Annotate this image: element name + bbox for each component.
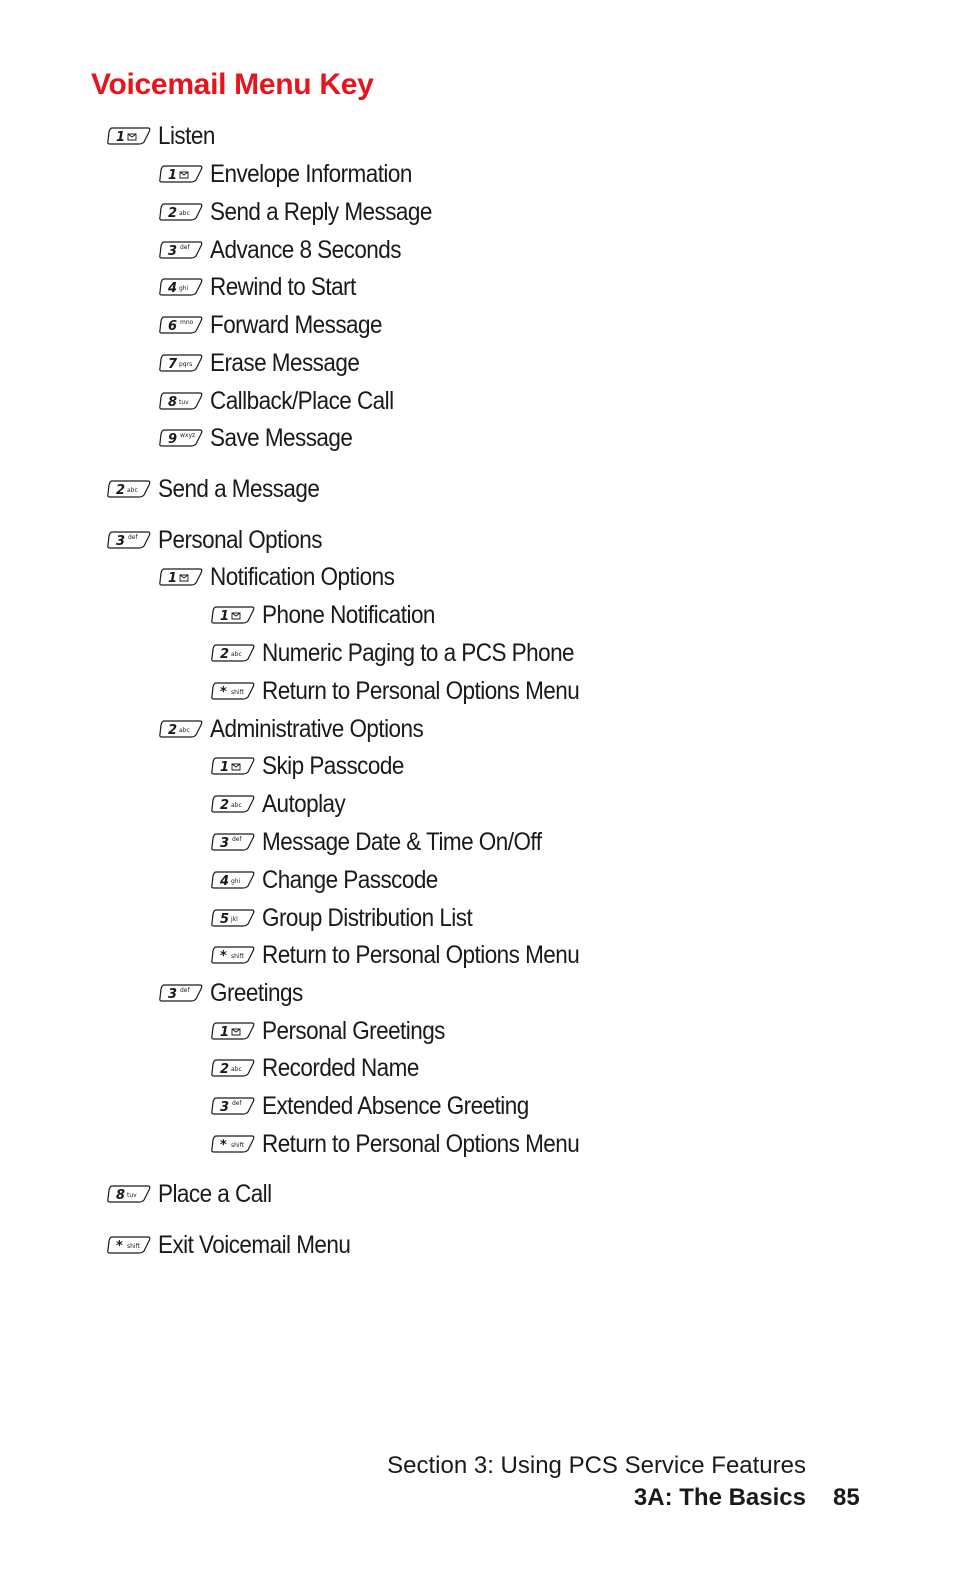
svg-text:2: 2 (116, 483, 126, 498)
svg-text:3: 3 (220, 1100, 230, 1115)
svg-text:3: 3 (168, 244, 178, 259)
menu-item-erase-message: 7 pqrs Erase Message (158, 346, 376, 380)
menu-item-personal-options: 3 def Personal Options (106, 523, 340, 557)
key-8-icon (106, 1184, 152, 1204)
svg-text:8: 8 (116, 1188, 126, 1203)
svg-text:abc: abc (179, 210, 190, 217)
svg-text:*: * (220, 685, 227, 700)
key-3-icon (210, 1096, 256, 1116)
key-2-icon (158, 202, 204, 222)
svg-text:1: 1 (116, 130, 126, 145)
svg-text:abc: abc (231, 802, 242, 809)
key-3-icon (158, 983, 204, 1003)
svg-text:shift: shift (231, 953, 244, 960)
key-4-icon (158, 277, 204, 297)
svg-text:shift: shift (231, 1142, 244, 1149)
svg-text:9: 9 (168, 432, 178, 447)
key-1-icon (210, 605, 256, 625)
svg-text:8: 8 (168, 395, 178, 410)
menu-item-autoplay: 2 abc Autoplay (210, 787, 355, 821)
menu-item-callback-place-call: 8 tuv Callback/Place Call (158, 384, 414, 418)
key-8-icon (158, 391, 204, 411)
key-3-icon (158, 240, 204, 260)
svg-text:2: 2 (220, 1062, 230, 1077)
svg-text:*: * (220, 1138, 227, 1153)
svg-text:3: 3 (220, 836, 230, 851)
svg-text:6: 6 (168, 319, 178, 334)
menu-item-change-passcode: 4 ghi Change Passcode (210, 863, 457, 897)
key-star-icon (210, 681, 256, 701)
svg-text:def: def (180, 987, 190, 994)
menu-item-group-distribution-list: 5 jkl Group Distribution List (210, 901, 496, 935)
svg-text:wxyz: wxyz (180, 432, 196, 439)
key-4-icon (210, 870, 256, 890)
key-3-icon (210, 832, 256, 852)
svg-text:7: 7 (168, 357, 178, 372)
menu-item-administrative-options: 2 abc Administrative Options (158, 712, 447, 746)
key-1-icon (158, 164, 204, 184)
svg-text:abc: abc (231, 651, 242, 658)
key-1-icon (106, 126, 152, 146)
key-star-icon (106, 1235, 152, 1255)
menu-item-place-a-call: 8 tuv Place a Call (106, 1177, 284, 1211)
menu-item-send-a-message: 2 abc Send a Message (106, 472, 337, 506)
svg-text:def: def (232, 836, 242, 843)
svg-text:def: def (180, 244, 190, 251)
menu-item-return-personal-options: * shift Return to Personal Options Menu (210, 1127, 614, 1161)
svg-text:abc: abc (231, 1066, 242, 1073)
svg-text:ghi: ghi (179, 285, 189, 292)
key-2-icon (210, 794, 256, 814)
menu-item-rewind-to-start: 4 ghi Rewind to Start (158, 270, 372, 304)
svg-text:4: 4 (168, 281, 178, 296)
svg-text:tuv: tuv (179, 399, 189, 406)
svg-text:1: 1 (168, 168, 178, 183)
menu-item-return-personal-options: * shift Return to Personal Options Menu (210, 674, 614, 708)
svg-text:jkl: jkl (231, 916, 238, 923)
svg-text:1: 1 (220, 609, 230, 624)
key-2-icon (158, 719, 204, 739)
menu-item-notification-options: 1 Notification Options (158, 560, 415, 594)
key-6-icon (158, 315, 204, 335)
menu-item-recorded-name: 2 abc Recorded Name (210, 1051, 436, 1085)
svg-text:1: 1 (220, 1025, 230, 1040)
svg-text:*: * (220, 949, 227, 964)
svg-text:3: 3 (168, 987, 178, 1002)
svg-text:2: 2 (220, 798, 230, 813)
key-2-icon (106, 479, 152, 499)
key-1-icon (158, 567, 204, 587)
menu-item-send-reply: 2 abc Send a Reply Message (158, 195, 456, 229)
page-number: 85 (833, 1484, 860, 1511)
svg-text:mno: mno (180, 319, 194, 326)
menu-item-personal-greetings: 1 Personal Greetings (210, 1014, 465, 1048)
key-9-icon (158, 428, 204, 448)
svg-text:abc: abc (179, 727, 190, 734)
svg-text:*: * (116, 1239, 123, 1254)
key-star-icon (210, 945, 256, 965)
key-5-icon (210, 908, 256, 928)
menu-item-numeric-paging: 2 abc Numeric Paging to a PCS Phone (210, 636, 609, 670)
footer-section-title: Section 3: Using PCS Service Features (387, 1452, 806, 1479)
key-7-icon (158, 353, 204, 373)
menu-item-return-personal-options: * shift Return to Personal Options Menu (210, 938, 614, 972)
menu-item-skip-passcode: 1 Skip Passcode (210, 749, 420, 783)
svg-text:2: 2 (168, 206, 178, 221)
svg-text:1: 1 (220, 760, 230, 775)
menu-item-listen: 1 Listen (106, 119, 221, 153)
page-title: Voicemail Menu Key (91, 68, 374, 101)
menu-item-message-date-time: 3 def Message Date & Time On/Off (210, 825, 572, 859)
menu-item-greetings: 3 def Greetings (158, 976, 313, 1010)
svg-text:pqrs: pqrs (179, 361, 193, 368)
svg-text:ghi: ghi (231, 878, 241, 885)
menu-item-extended-absence-greeting: 3 def Extended Absence Greeting (210, 1089, 558, 1123)
key-2-icon (210, 1058, 256, 1078)
key-1-icon (210, 1021, 256, 1041)
svg-text:def: def (128, 534, 138, 541)
svg-text:2: 2 (220, 647, 230, 662)
svg-text:abc: abc (127, 487, 138, 494)
svg-text:shift: shift (127, 1243, 140, 1250)
svg-text:4: 4 (220, 874, 230, 889)
svg-text:shift: shift (231, 689, 244, 696)
key-1-icon (210, 756, 256, 776)
key-star-icon (210, 1134, 256, 1154)
svg-text:1: 1 (168, 571, 178, 586)
menu-item-forward-message: 6 mno Forward Message (158, 308, 401, 342)
menu-item-exit-voicemail: * shift Exit Voicemail Menu (106, 1228, 372, 1262)
key-2-icon (210, 643, 256, 663)
menu-item-save-message: 9 wxyz Save Message (158, 421, 368, 455)
key-3-icon (106, 530, 152, 550)
menu-item-advance-8-seconds: 3 def Advance 8 Seconds (158, 233, 422, 267)
menu-item-envelope-information: 1 Envelope Information (158, 157, 434, 191)
svg-text:5: 5 (220, 912, 230, 927)
svg-text:2: 2 (168, 723, 178, 738)
menu-item-phone-notification: 1 Phone Notification (210, 598, 454, 632)
svg-text:def: def (232, 1100, 242, 1107)
footer-chapter-title: 3A: The Basics (633, 1484, 806, 1511)
svg-text:tuv: tuv (127, 1192, 137, 1199)
svg-text:3: 3 (116, 534, 126, 549)
